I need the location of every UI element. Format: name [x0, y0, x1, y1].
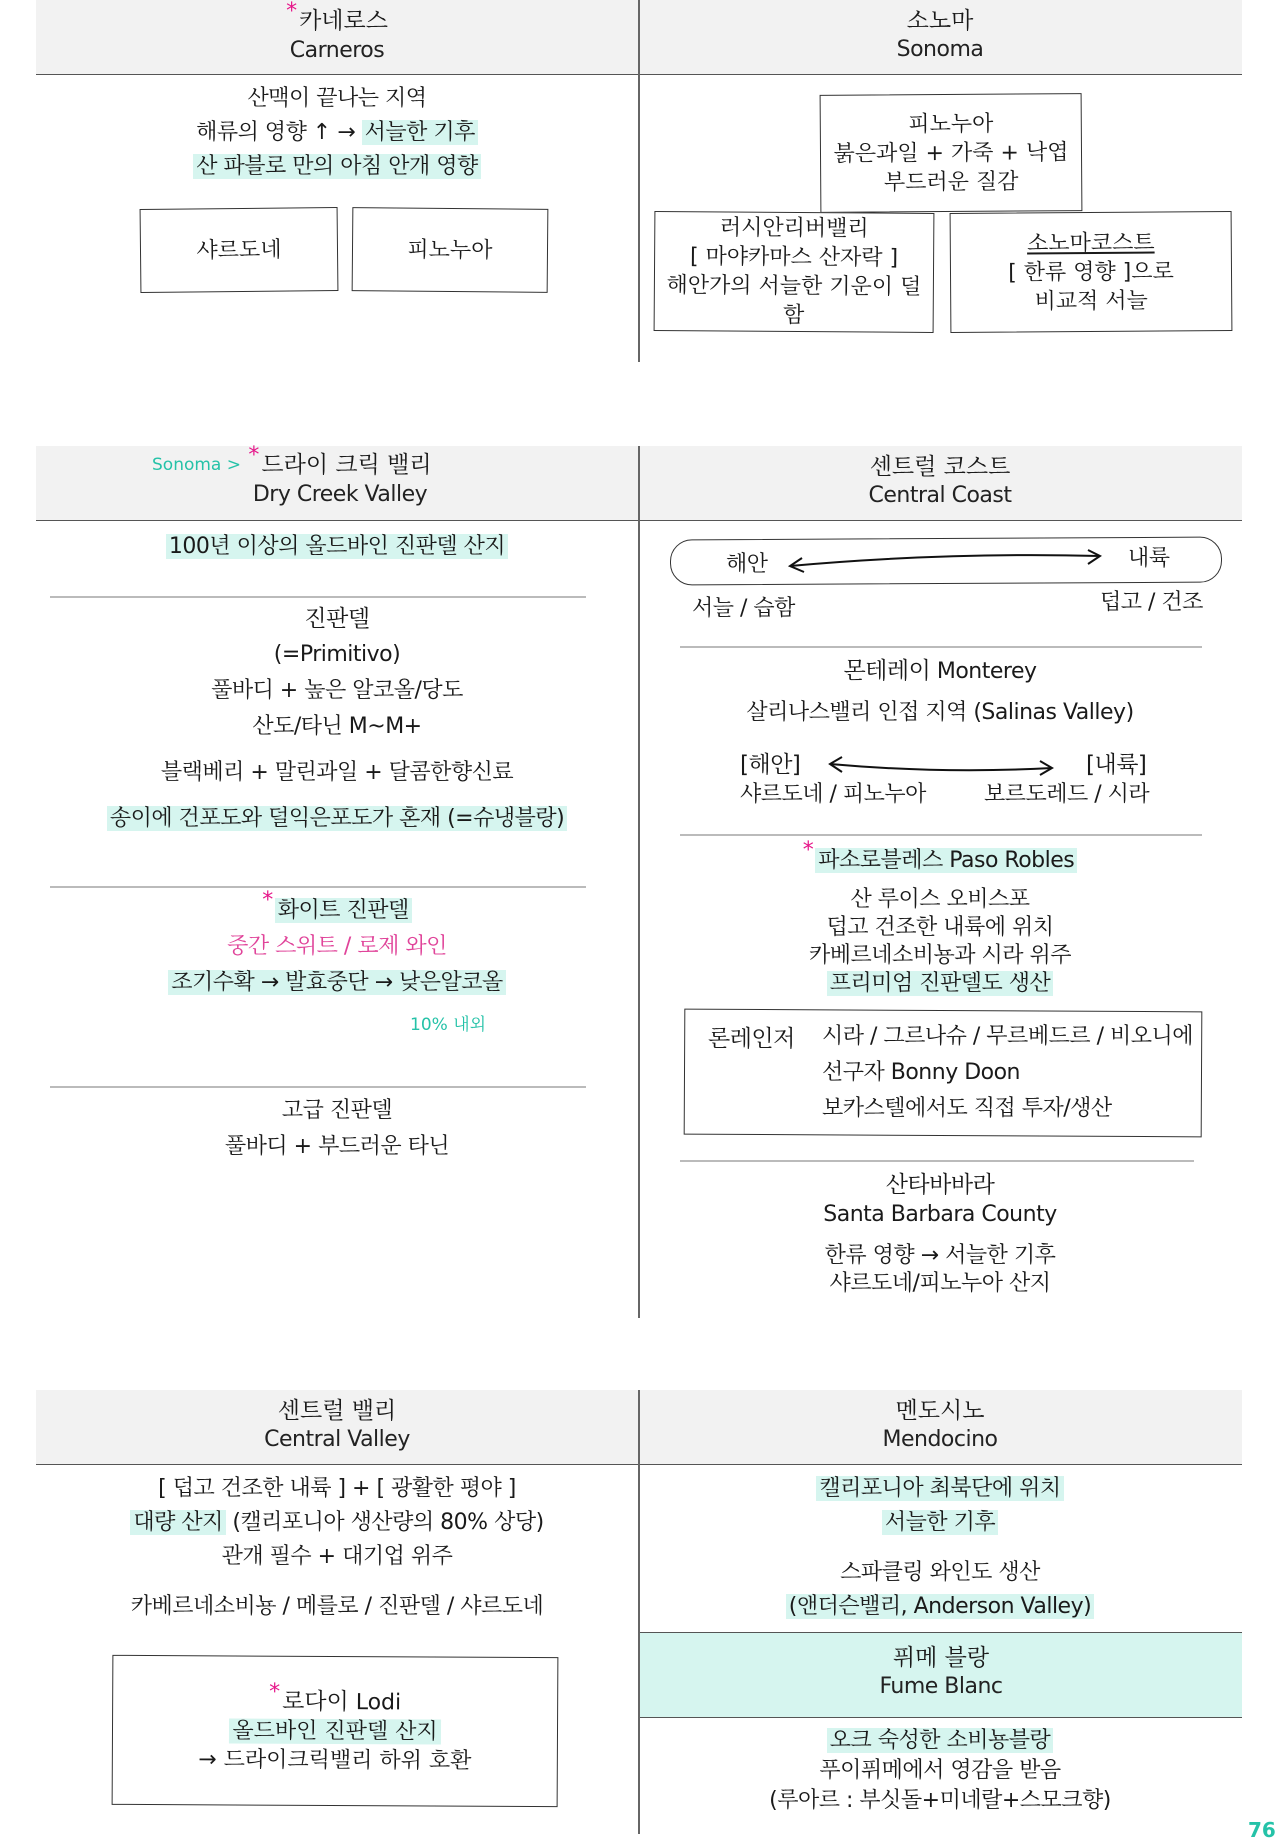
- rhone-ranger-label: 론레인저: [708, 1026, 795, 1052]
- white-zinfandel-block: * 화이트 진판델 중간 스위트 / 로제 와인 조기수확 → 발효중단 → 낮은알코올: [36, 896, 638, 998]
- rhone-ranger-lines: 시라 / 그르나슈 / 무르베드르 / 비오니에 선구자 Bonny Doon 보카스텔에서도 직접 투자/생산: [822, 1024, 1193, 1121]
- central-valley-title: 센트럴 밸리 Central Valley: [264, 1398, 410, 1452]
- star-icon: *: [802, 838, 814, 863]
- mendocino-notes: 캘리포니아 최북단에 위치 서늘한 기후 스파클링 와인도 생산 (앤더슨밸리, Anderson Valley): [638, 1474, 1242, 1622]
- sonoma-box-coast: 소노마코스트 [ 한류 영향 ]으로 비교적 서늘: [950, 211, 1233, 333]
- central-coast-title: 센트럴 코스트 Central Coast: [868, 454, 1012, 508]
- axis-inland-label: 내륙: [1128, 546, 1170, 571]
- carneros-notes: 산맥이 끝나는 지역 해류의 영향 ↑ → 서늘한 기후 산 파블로 만의 아침 안개 영향: [36, 84, 638, 182]
- divider: [680, 834, 1202, 836]
- carneros-box-pinot: 피노누아: [352, 207, 549, 293]
- dry-creek-tagline: 100년 이상의 올드바인 진판델 산지: [36, 532, 638, 562]
- sonoma-box-russian-river: 러시안리버밸리 [ 마야카마스 산자락 ] 해안가의 서늘한 기운이 덜 함: [654, 211, 935, 333]
- star-icon: *: [286, 0, 298, 24]
- double-arrow-icon: [786, 548, 1106, 576]
- santa-barbara-block: 산타바바라 Santa Barbara County 한류 영향 → 서늘한 기후 샤르도네/피노누아 산지: [823, 1172, 1057, 1296]
- monterey-sub: 살리나스밸리 인접 지역 (Salinas Valley): [746, 700, 1134, 725]
- monterey-title: 몬테레이 Monterey: [843, 658, 1037, 684]
- sonoma-title: 소노마 Sonoma: [896, 8, 984, 62]
- carneros-box-chardonnay: 샤르도네: [140, 207, 339, 293]
- star-icon: *: [262, 888, 273, 913]
- divider: [50, 596, 586, 598]
- page-number: 76: [1248, 1818, 1276, 1842]
- fume-blanc-notes: 오크 숙성한 소비뇽블랑 푸이퓌메에서 영감을 받음 (루아르 : 부싯돌+미네랄+스모크향): [769, 1728, 1111, 1813]
- star-icon: *: [269, 1679, 281, 1705]
- axis-coast-sub: 서늘 / 습함: [692, 596, 795, 621]
- divider: [680, 1160, 1194, 1162]
- carneros-title: *카네로스 Carneros: [286, 0, 388, 63]
- premium-zinfandel-block: 고급 진판델 풀바디 + 부드러운 타닌: [224, 1098, 450, 1159]
- double-arrow-icon: [826, 754, 1058, 778]
- monterey-coast: [해안]: [740, 752, 801, 778]
- star-icon: *: [248, 443, 260, 468]
- alcohol-note: 10% 내외: [410, 1015, 487, 1035]
- dry-creek-title: *드라이 크릭 밸리 Dry Creek Valley: [248, 443, 432, 507]
- divider: [50, 886, 586, 888]
- monterey-coast-varieties: 샤르도네 / 피노누아: [740, 782, 926, 807]
- sonoma-box-pinot: 피노누아 붉은과일 + 가죽 + 낙엽 부드러운 질감: [820, 93, 1083, 213]
- axis-inland-sub: 덥고 / 건조: [1100, 590, 1203, 615]
- monterey-inland: [내륙]: [1086, 752, 1147, 778]
- fume-blanc-header: 퓌메 블랑 Fume Blanc: [640, 1632, 1242, 1718]
- paso-robles-block: * 파소로블레스 Paso Robles 산 루이스 오비스포 덥고 건조한 내륙에 위치 카베르네소비뇽과 시라 위주 프리미엄 진판델도 생산: [638, 846, 1242, 998]
- axis-coast-label: 해안: [726, 552, 768, 577]
- monterey-inland-varieties: 보르도레드 / 시라: [984, 782, 1150, 807]
- zinfandel-block: 진판델 (=Primitivo) 풀바디 + 높은 알코올/당도 산도/타닌 M~M+ 블랙베리 + 말린과일 + 달콤한향신료 송이에 건포도와 덜익은포도가 혼재 (=슈냉블랑): [36, 604, 638, 834]
- central-valley-notes: [ 덥고 건조한 내륙 ] + [ 광활한 평야 ] 대량 산지 (캘리포니아 생산량의 80% 상당) 관개 필수 + 대기업 위주 카베르네소비뇽 / 메를로 / 진판델 / 샤르도네: [130, 1476, 544, 1619]
- breadcrumb: Sonoma >: [152, 455, 241, 475]
- lodi-box: *로다이 Lodi 올드바인 진판델 산지 → 드라이크릭밸리 하위 호환: [112, 1655, 559, 1807]
- divider: [680, 646, 1202, 648]
- divider: [50, 1086, 586, 1088]
- mendocino-title: 멘도시노 Mendocino: [882, 1398, 998, 1452]
